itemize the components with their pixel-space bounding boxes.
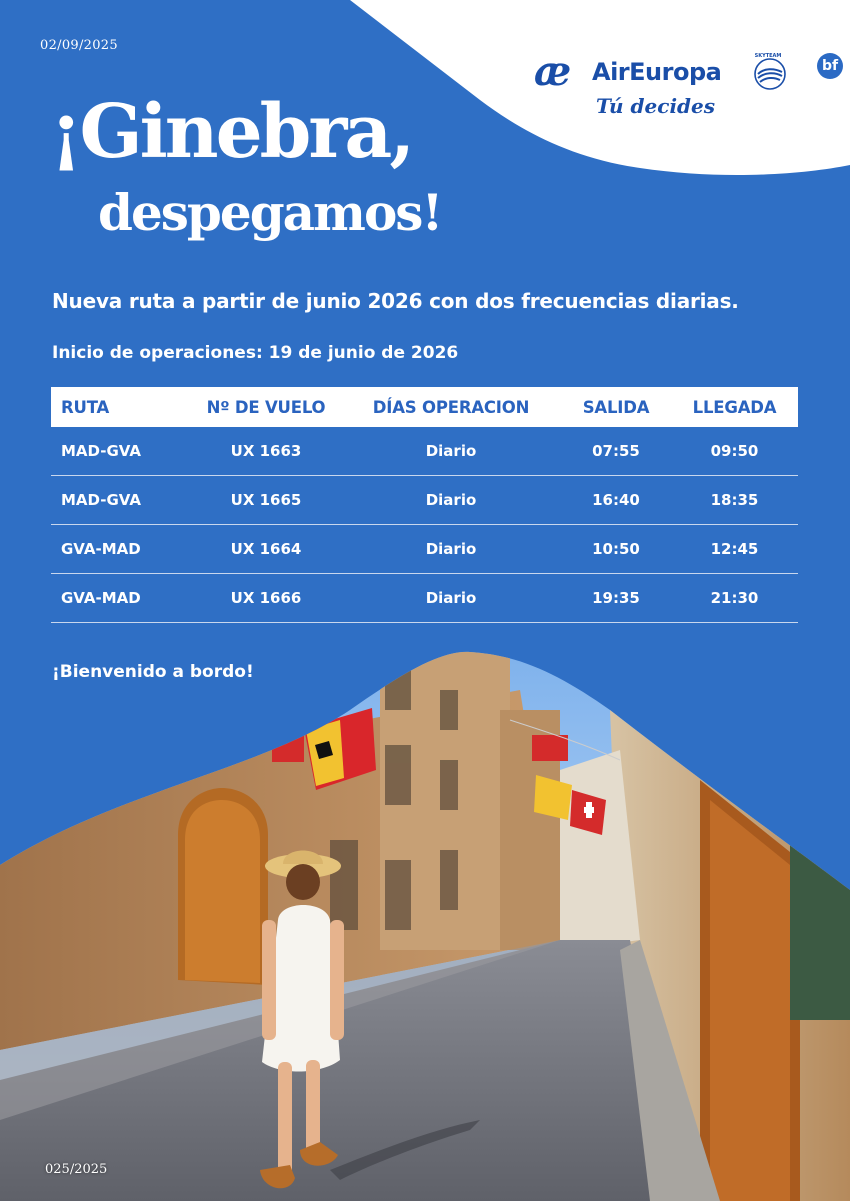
column-header: RUTA: [61, 397, 110, 417]
bf-badge: bf: [817, 53, 843, 79]
table-row: [51, 574, 798, 623]
airline-logo: [534, 48, 794, 122]
flight-number-cell: UX 1664: [230, 540, 302, 558]
flight-number-cell: UX 1665: [230, 491, 302, 509]
brand-mark-icon: æ: [534, 48, 568, 95]
route-cell: MAD-GVA: [61, 491, 142, 509]
publication-date: 02/09/2025: [40, 38, 118, 53]
flight-number-cell: UX 1666: [230, 589, 302, 607]
table-header: [51, 387, 798, 427]
days-cell: Diario: [425, 540, 477, 558]
departure-cell: 07:55: [592, 442, 640, 460]
column-header: SALIDA: [582, 397, 650, 417]
route-cell: GVA-MAD: [61, 589, 141, 607]
start-date: Inicio de operaciones: 19 de junio de 2026: [52, 343, 459, 363]
column-header: LLEGADA: [692, 397, 777, 417]
route-cell: GVA-MAD: [61, 540, 141, 558]
departure-cell: 19:35: [592, 589, 640, 607]
document-code: 025/2025: [45, 1162, 108, 1177]
arrival-cell: 21:30: [710, 589, 759, 607]
route-cell: MAD-GVA: [61, 442, 142, 460]
headline-line1: ¡Ginebra,: [50, 89, 413, 175]
skyteam-icon: [748, 52, 788, 92]
days-cell: Diario: [425, 589, 477, 607]
days-cell: Diario: [425, 491, 477, 509]
alliance-label: SKYTEAM: [754, 53, 782, 59]
arrival-cell: 09:50: [710, 442, 759, 460]
headline-line2: despegamos!: [98, 183, 442, 242]
brand-tagline: Tú decides: [596, 94, 716, 118]
table-row: [51, 525, 798, 574]
route-subtitle: Nueva ruta a partir de junio 2026 con dos frecuencias diarias.: [52, 289, 739, 313]
arrival-cell: 12:45: [710, 540, 759, 558]
welcome-message: ¡Bienvenido a bordo!: [52, 662, 254, 682]
geneva-street-photo: [0, 650, 850, 1201]
flight-schedule-table: [51, 387, 798, 623]
table-row: [51, 427, 798, 476]
flight-number-cell: UX 1663: [230, 442, 302, 460]
table-row: [51, 476, 798, 525]
column-header: DÍAS OPERACION: [372, 397, 530, 417]
brand-name: AirEuropa: [592, 58, 722, 86]
arrival-cell: 18:35: [710, 491, 759, 509]
column-header: Nº DE VUELO: [206, 397, 326, 417]
departure-cell: 16:40: [592, 491, 640, 509]
days-cell: Diario: [425, 442, 477, 460]
departure-cell: 10:50: [592, 540, 640, 558]
